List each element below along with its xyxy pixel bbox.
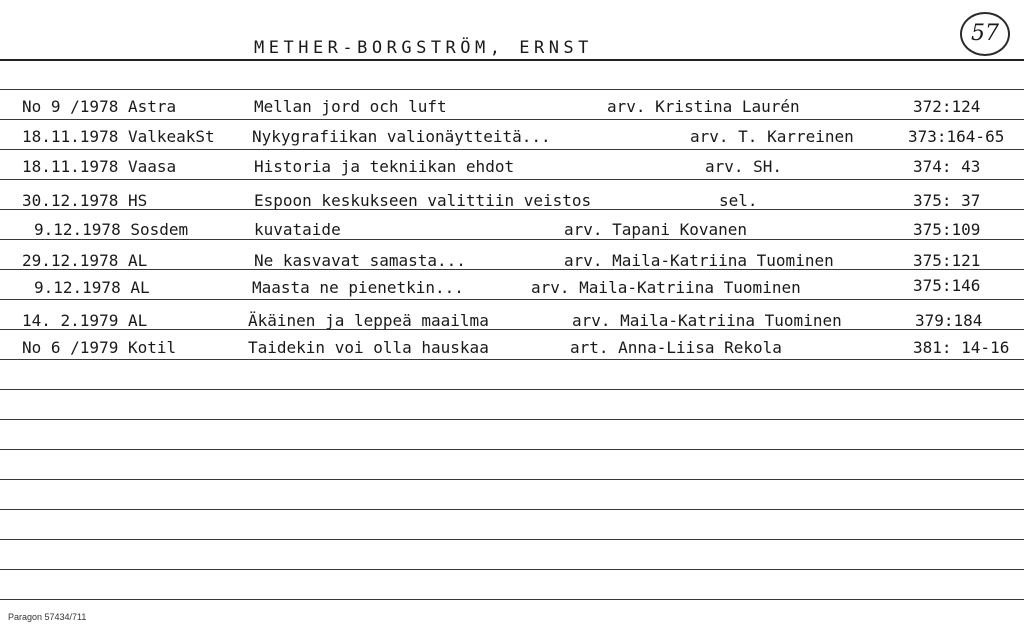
entry-note: arv. Kristina Laurén (607, 97, 800, 116)
ruled-line (0, 269, 1024, 270)
entry-ref: 372:124 (913, 97, 981, 116)
ruled-line (0, 299, 1024, 300)
entry-ref: 381: 14-16 (913, 338, 1010, 357)
ruled-line (0, 89, 1024, 90)
ruled-line (0, 449, 1024, 450)
ruled-line (0, 509, 1024, 510)
header-rule (0, 59, 1024, 61)
entry-ref: 375:121 (913, 251, 981, 270)
printer-footer: Paragon 57434/711 (8, 612, 87, 622)
entry-source: 14. 2.1979 AL (22, 311, 148, 330)
entry-ref: 375: 37 (913, 191, 981, 210)
entry-note: arv. T. Karreinen (690, 127, 854, 146)
entry-source: 29.12.1978 AL (22, 251, 148, 270)
entry-note: arv. Maila-Katriina Tuominen (531, 278, 801, 297)
entry-article: Mellan jord och luft (254, 97, 447, 116)
entry-article: Historia ja tekniikan ehdot (254, 157, 515, 176)
entry-article: Maasta ne pienetkin... (252, 278, 464, 297)
entry-source: No 6 /1979 Kotil (22, 338, 177, 357)
entry-note: arv. SH. (705, 157, 783, 176)
entry-ref: 374: 43 (913, 157, 981, 176)
entry-article: Ne kasvavat samasta... (254, 251, 466, 270)
entry-note: arv. Tapani Kovanen (564, 220, 748, 239)
entry-source: 9.12.1978 Sosdem (34, 220, 189, 239)
entry-note: sel. (719, 191, 758, 210)
ruled-line (0, 599, 1024, 600)
entry-article: Espoon keskukseen valittiin veistos (254, 191, 592, 210)
entry-note: arv. Maila-Katriina Tuominen (564, 251, 834, 270)
ruled-line (0, 119, 1024, 120)
ruled-line (0, 179, 1024, 180)
entry-source: No 9 /1978 Astra (22, 97, 177, 116)
ruled-line (0, 569, 1024, 570)
entry-source: 18.11.1978 Vaasa (22, 157, 177, 176)
entry-article: Nykygrafiikan valionäytteitä... (252, 127, 551, 146)
entry-source: 9.12.1978 AL (34, 278, 150, 297)
ruled-line (0, 419, 1024, 420)
entry-ref: 373:164-65 (908, 127, 1005, 146)
entry-note: art. Anna-Liisa Rekola (570, 338, 782, 357)
card-number-stamp: 57 (960, 12, 1010, 56)
ruled-line (0, 359, 1024, 360)
entry-note: arv. Maila-Katriina Tuominen (572, 311, 842, 330)
ruled-line (0, 539, 1024, 540)
card-title: METHER-BORGSTRÖM, ERNST (254, 38, 593, 58)
ruled-line (0, 479, 1024, 480)
entry-source: 30.12.1978 HS (22, 191, 148, 210)
entry-ref: 379:184 (915, 311, 983, 330)
ruled-line (0, 389, 1024, 390)
ruled-line (0, 149, 1024, 150)
entry-article: Äkäinen ja leppeä maailma (248, 311, 489, 330)
entry-article: Taidekin voi olla hauskaa (248, 338, 489, 357)
ruled-line (0, 329, 1024, 330)
entry-ref: 375:109 (913, 220, 981, 239)
entry-ref: 375:146 (913, 276, 981, 295)
entry-source: 18.11.1978 ValkeakSt (22, 127, 215, 146)
entry-article: kuvataide (254, 220, 341, 239)
